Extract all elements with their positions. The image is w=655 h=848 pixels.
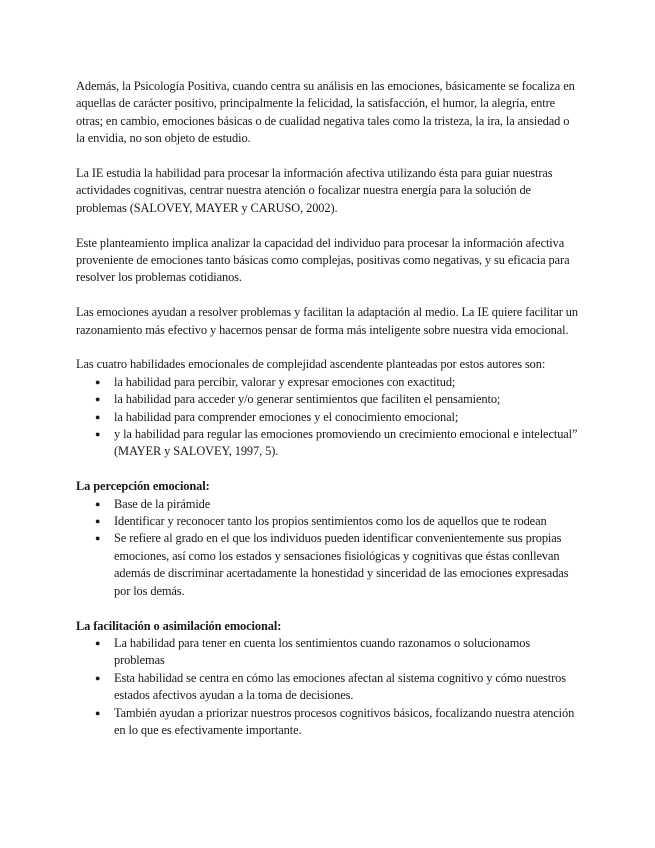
list-item: ● Se refiere al grado en el que los individuos pueden identificar convenientemente sus propias emociones, así como los estados y sensaciones fisiológicas y cognitivas que éstas conllevan además de discriminar acertadamente la honestidad y sinceridad de las emociones expresadas por los demás. [76,530,579,600]
section-heading-facilitacion: La facilitación o asimilación emocional: [76,618,282,633]
percepcion-list [76,496,579,600]
paragraph-planteamiento: Este planteamiento implica analizar la capacidad del individuo para procesar la información afectiva proveniente de emociones tanto básicas como complejas, positivas como negativas, y su eficacia para resolver los problemas cotidianos. [76,235,570,285]
facilitacion-list [76,635,579,739]
paragraph-emociones: Las emociones ayudan a resolver problemas y facilitan la adaptación al medio. La IE quiere facilitar un razonamiento más efectivo y hacernos pensar de forma más inteligente sobre nuestra vida emocional. [76,305,578,337]
list-item: ● Identificar y reconocer tanto los propios sentimientos como los de aquellos que te rodean [76,513,579,530]
paragraph-ie-definicion: La IE estudia la habilidad para procesar la información afectiva utilizando ésta para guiar nuestras actividades cognitivas, centrar nuestra atención o focalizar nuestra energía para la solución de problemas (SALOVEY, MAYER y CARUSO, 2002). [76,166,553,215]
habilidades-list [76,374,579,461]
paragraph-psicologia-positiva: Además, la Psicología Positiva, cuando centra su análisis en las emociones, básicamente se focaliza en aquellas de carácter positivo, principalmente la felicidad, la satisfacción, el humor, la alegría, entre otras; en cambio, emociones básicas o de cualidad negativa tales como la tristeza, la ira, la ansiedad o la envidia, no son objeto de estudio. [76,79,575,146]
list-item: ● Base de la pirámide [76,496,579,513]
list-item: ● la habilidad para acceder y/o generar sentimientos que faciliten el pensamiento; [76,391,579,408]
list-item: ● la habilidad para percibir, valorar y expresar emociones con exactitud; [76,374,579,391]
paragraph-cuatro-habilidades: Las cuatro habilidades emocionales de complejidad ascendente planteadas por estos autores son: [76,357,546,372]
list-item: ● Esta habilidad se centra en cómo las emociones afectan al sistema cognitivo y cómo nuestros estados afectivos ayudan a la toma de decisiones. [76,670,579,705]
list-item: ● y la habilidad para regular las emociones promoviendo un crecimiento emocional e intelectual” (MAYER y SALOVEY, 1997, 5). [76,426,579,461]
section-heading-percepcion: La percepción emocional: [76,479,210,494]
list-item: ● La habilidad para tener en cuenta los sentimientos cuando razonamos o solucionamos problemas [76,635,579,670]
list-item: ● la habilidad para comprender emociones y el conocimiento emocional; [76,409,579,426]
list-item: ● También ayudan a priorizar nuestros procesos cognitivos básicos, focalizando nuestra atención en lo que es efectivamente importante. [76,705,579,740]
